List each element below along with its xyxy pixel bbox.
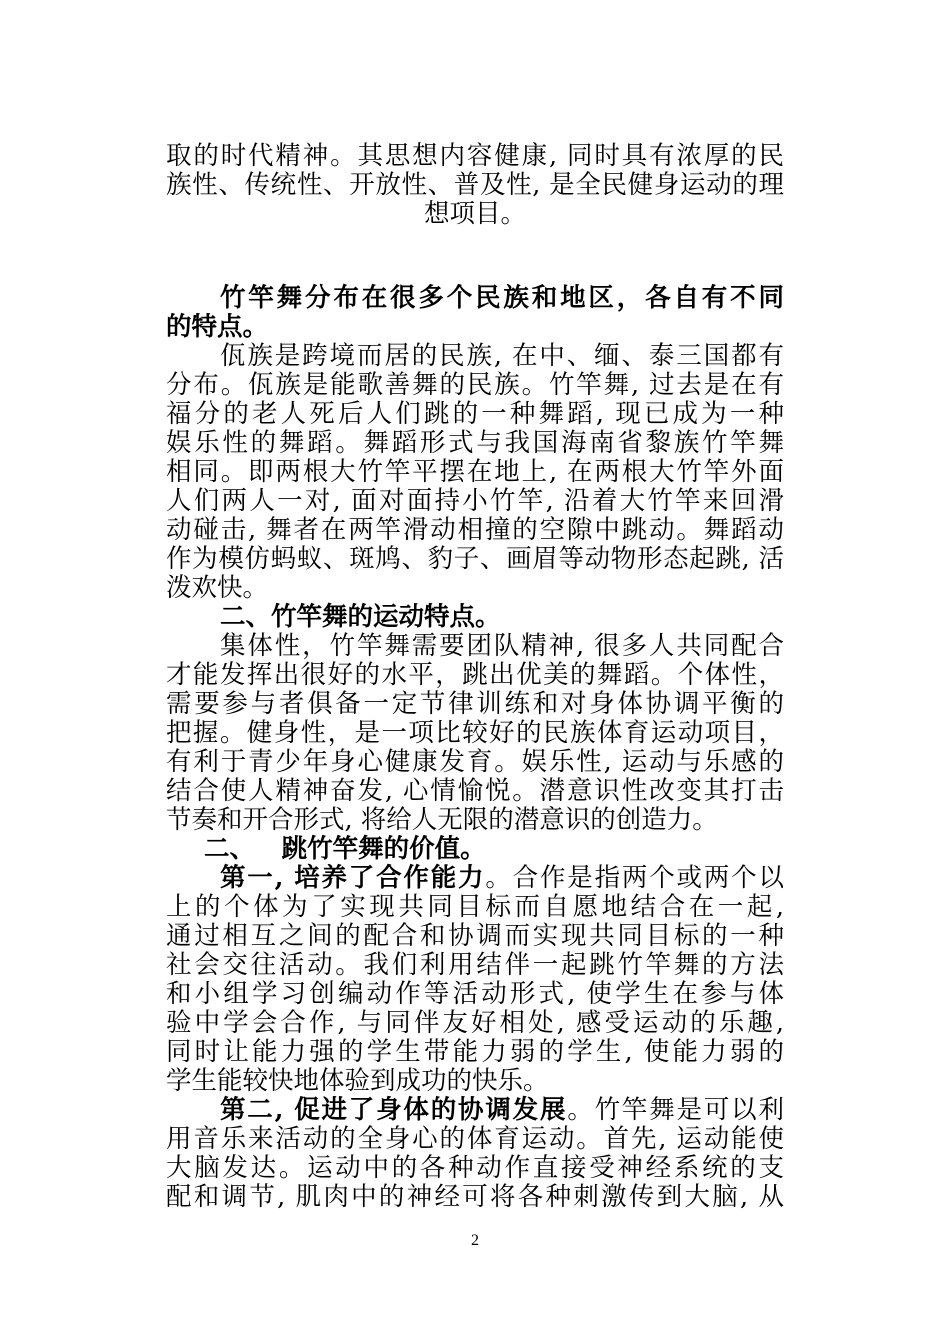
- intro-paragraph: [166, 142, 784, 229]
- point-first-line-rest: 。竹竿舞是可以利: [567, 1095, 784, 1125]
- paragraph-line: 相同。即两根大竹竿平摆在地上, 在两根大竹竿外面: [166, 457, 784, 487]
- paragraph-line: 分布。佤族是能歌善舞的民族。竹竿舞, 过去是在有: [166, 370, 784, 400]
- paragraph-line: 配和调节, 肌肉中的神经可将各种刺激传到大脑, 从: [166, 1182, 784, 1212]
- heading-line: 的特点。: [166, 312, 269, 342]
- paragraph-line: 才能发挥出很好的水平，跳出优美的舞蹈。个体性，: [166, 660, 784, 690]
- intro-line: 族性、传统性、开放性、普及性, 是全民健身运动的理: [166, 170, 784, 200]
- section-heading: 二、竹竿舞的运动特点。: [220, 602, 501, 632]
- point-first-line-rest: 。合作是指两个或两个以: [485, 863, 784, 893]
- features-heading: [166, 603, 784, 632]
- section-heading: 二、 跳竹竿舞的价值。: [204, 834, 486, 864]
- heading-line: 竹竿舞分布在很多个民族和地区，各自有不同: [220, 283, 784, 313]
- paragraph-line: 节奏和开合形式, 将给人无限的潜意识的创造力。: [166, 805, 718, 835]
- paragraph-line: 作为模仿蚂蚁、斑鸠、豹子、画眉等动物形态起跳, 活: [166, 544, 784, 574]
- paragraph-line: 动碰击, 舞者在两竿滑动相撞的空隙中跳动。舞蹈动: [166, 515, 784, 545]
- value-point-2: [166, 1096, 784, 1212]
- paragraph-line: 社会交往活动。我们利用结伴一起跳竹竿舞的方法: [166, 950, 784, 980]
- point-first-line: [166, 1096, 784, 1125]
- features-paragraph: [166, 632, 784, 835]
- paragraph-line: 泼欢快。: [166, 573, 269, 603]
- paragraph-line: 集体性，竹竿舞需要团队精神, 很多人共同配合: [220, 631, 784, 661]
- point-bold-lead: 第二, 促进了身体的协调发展: [220, 1095, 568, 1125]
- paragraph-line: 福分的老人死后人们跳的一种舞蹈, 现已成为一种: [166, 399, 784, 429]
- paragraph-line: 上的个体为了实现共同目标而自愿地结合在一起,: [166, 892, 784, 922]
- intro-line: 想项目。: [423, 199, 526, 229]
- paragraph-line: 验中学会合作, 与同伴友好相处, 感受运动的乐趣,: [166, 1008, 784, 1038]
- paragraph-line: 人们两人一对, 面对面持小竹竿, 沿着大竹竿来回滑: [166, 486, 784, 516]
- point-bold-lead: 第一, 培养了合作能力: [220, 863, 486, 893]
- page-number: 2: [471, 1232, 479, 1249]
- paragraph-line: 需要参与者俱备一定节律训练和对身体协调平衡的: [166, 689, 784, 719]
- paragraph-line: 有利于青少年身心健康发育。娱乐性, 运动与乐感的: [166, 747, 784, 777]
- distribution-heading: [166, 284, 784, 342]
- point-first-line: [166, 864, 784, 893]
- paragraph-line: 把握。健身性，是一项比较好的民族体育运动项目，: [166, 718, 784, 748]
- paragraph-line: 结合使人精神奋发, 心情愉悦。潜意识性改变其打击: [166, 776, 784, 806]
- paragraph-line: 大脑发达。运动中的各种动作直接受神经系统的支: [166, 1153, 784, 1183]
- paragraph-line: 佤族是跨境而居的民族, 在中、缅、泰三国都有: [220, 341, 784, 371]
- paragraph-line: 娱乐性的舞蹈。舞蹈形式与我国海南省黎族竹竿舞: [166, 428, 784, 458]
- paragraph-line: 同时让能力强的学生带能力弱的学生, 使能力弱的: [166, 1037, 784, 1067]
- intro-line: 取的时代精神。其思想内容健康, 同时具有浓厚的民: [166, 141, 784, 171]
- value-point-1: [166, 864, 784, 1096]
- paragraph-line: 通过相互之间的配合和协调而实现共同目标的一种: [166, 921, 784, 951]
- paragraph-line: 和小组学习创编动作等活动形式, 使学生在参与体: [166, 979, 784, 1009]
- value-heading: [166, 835, 784, 864]
- paragraph-line: 学生能较快地体验到成功的快乐。: [166, 1066, 549, 1096]
- distribution-paragraph: [166, 342, 784, 603]
- paragraph-line: 用音乐来活动的全身心的体育运动。首先, 运动能使: [166, 1124, 784, 1154]
